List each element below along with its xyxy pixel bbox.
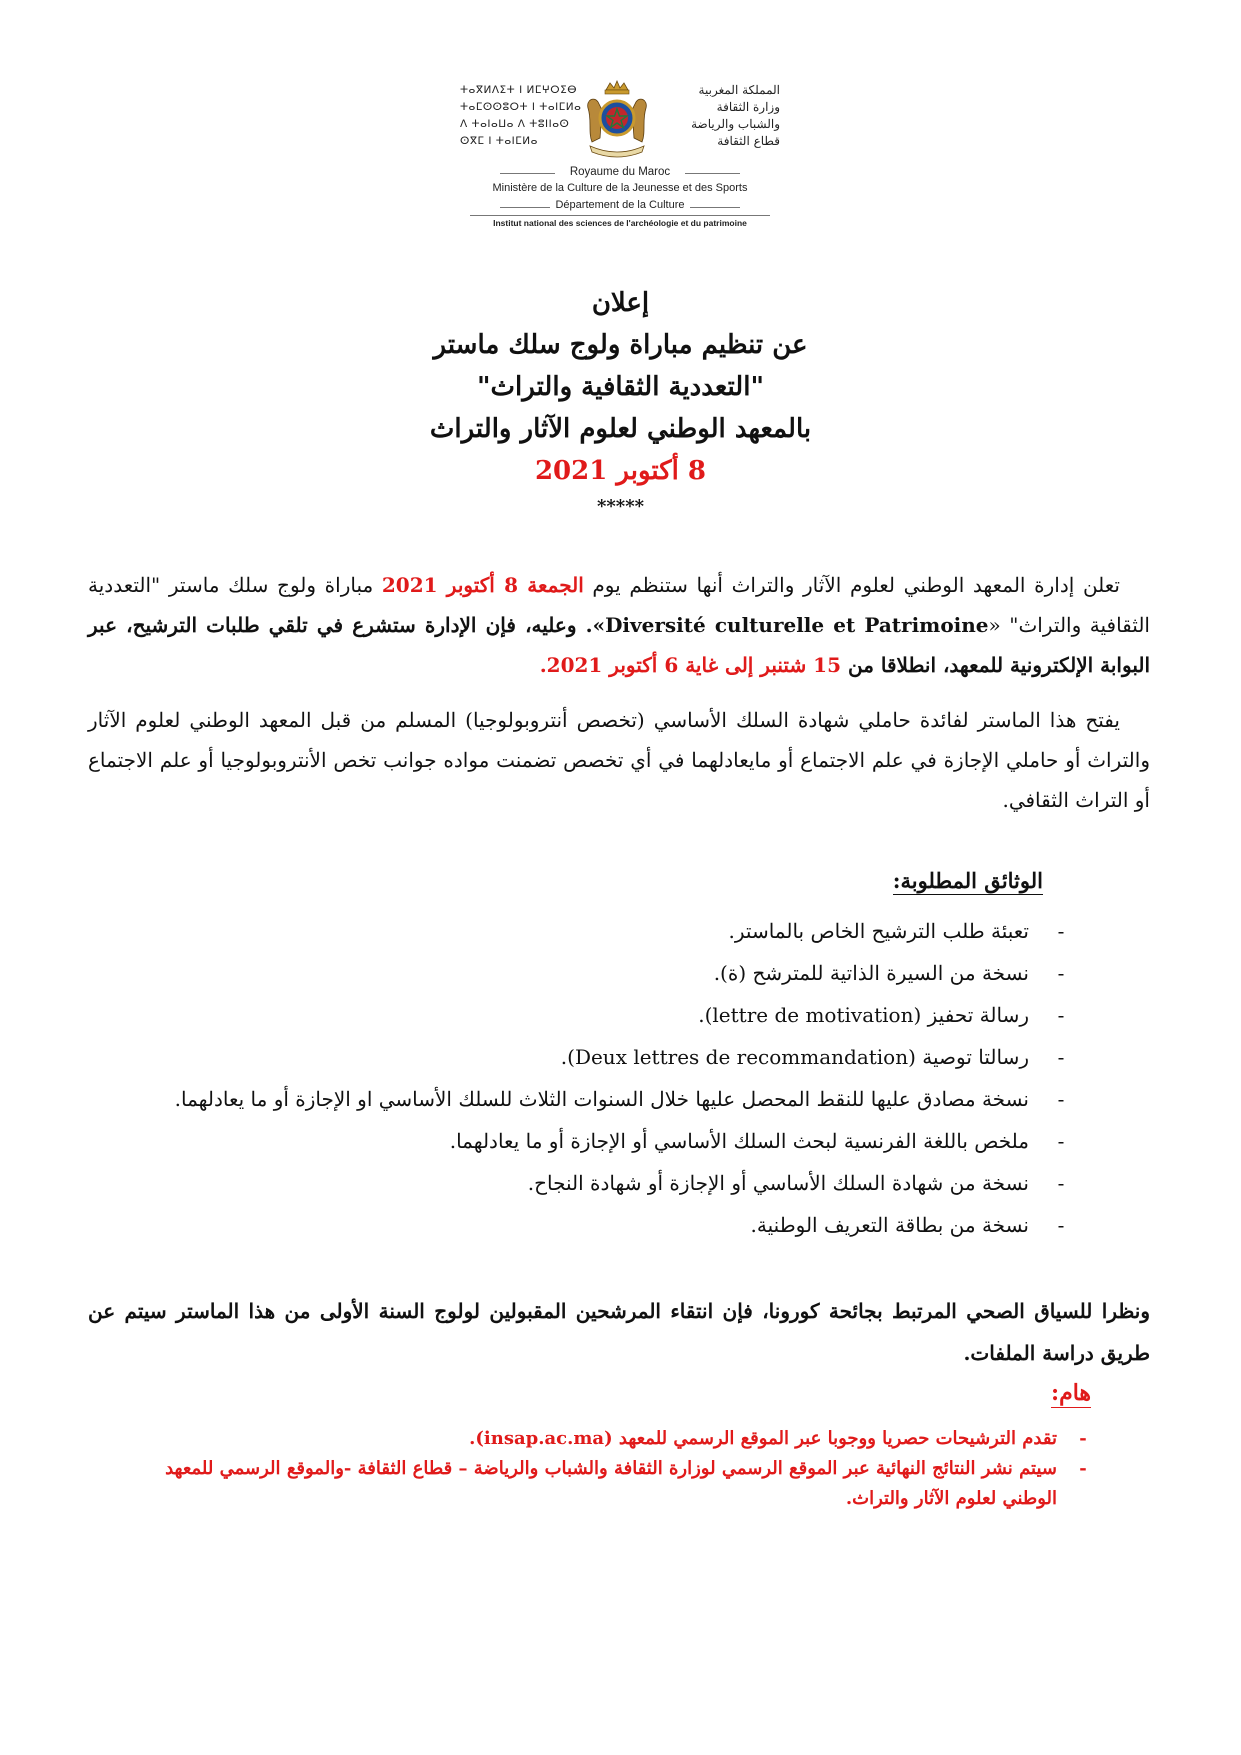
bullet-dash: -	[1057, 1129, 1065, 1153]
intro-text-b: مباراة ولوج سلك ماستر "التعددية الثقافية والتراث" «	[88, 573, 1150, 637]
documents-list	[111, 910, 1071, 1246]
bullet-dash: -	[1057, 1003, 1065, 1027]
tifinagh-ministry-name	[460, 82, 582, 150]
arabic-ministry-line: قطاع الثقافة	[717, 134, 780, 148]
tifinagh-line: ⵜⴰⵎⵙⵙⵓⵔⵜ ⵏ ⵜⴰⵏⵎⵍⴰ	[460, 101, 582, 113]
intro-text-c: ». وعليه، فإن الإدارة ستشرع في تلقي طلبات الترشيح، عبر البوابة الإلكترونية للمعهد، انطلاقا من	[88, 613, 1150, 677]
important-list	[151, 1424, 1091, 1514]
bullet-dash: -	[1057, 1087, 1065, 1111]
announcement-title	[200, 282, 1041, 520]
department-label: Département de la Culture	[555, 199, 685, 211]
arabic-ministry-line: المملكة المغربية	[698, 83, 780, 97]
title-announcement: إعلان	[591, 288, 650, 318]
kingdom-label: Royaume du Maroc	[569, 166, 671, 178]
logo-top-row	[460, 78, 780, 162]
intro-paragraph	[88, 565, 1150, 685]
institution-logo	[460, 78, 780, 238]
list-item: - تعبئة طلب الترشيح الخاص بالماستر.	[111, 910, 1071, 952]
moroccan-coat-of-arms-icon	[582, 80, 652, 160]
tifinagh-line: ⵙⴳⵎ ⵏ ⵜⴰⵏⵎⵍⴰ	[460, 135, 538, 147]
title-institute: بالمعهد الوطني لعلوم الآثار والتراث	[429, 414, 812, 444]
list-item: - رسالتا توصية (Deux lettres de recommandation).	[111, 1036, 1071, 1078]
documents-heading: الوثائق المطلوبة:	[892, 868, 1043, 893]
list-item: - سيتم نشر النتائج النهائية عبر الموقع الرسمي لوزارة الثقافة والشباب والرياضة – قطاع الثقافة -والموقع الرسمي للمعهد الوطني لعلوم الآثار والتراث.	[151, 1454, 1091, 1514]
master-french-name: Diversité culturelle et Patrimoine	[605, 613, 989, 637]
bullet-dash: -	[1057, 1213, 1065, 1237]
institute-label: Institut national des sciences de l'archéologie et du patrimoine	[493, 218, 747, 228]
application-period: 15 شتنبر إلى غاية 6 أكتوبر 2021.	[539, 653, 842, 677]
list-item: - نسخة من شهادة السلك الأساسي أو الإجازة أو شهادة النجاح.	[111, 1162, 1071, 1204]
title-subject: عن تنظيم مباراة ولوج سلك ماستر	[433, 330, 808, 360]
tifinagh-line: ⴷ ⵜⴰⵏⴰⵡⴰ ⴷ ⵜⵓⵏⵏⴰⵙ	[460, 118, 570, 130]
bullet-dash: -	[1057, 1045, 1065, 1069]
list-item: - نسخة مصادق عليها للنقط المحصل عليها خلال السنوات الثلاث للسلك الأساسي او الإجازة أو ما يعادلهما.	[111, 1078, 1071, 1120]
eligibility-paragraph	[88, 700, 1150, 820]
arabic-ministry-line: والشباب والرياضة	[691, 117, 780, 131]
bullet-dash: -	[1079, 1428, 1087, 1449]
bullet-dash: -	[1057, 919, 1065, 943]
list-item: - رسالة تحفيز (lettre de motivation).	[111, 994, 1071, 1036]
bullet-dash: -	[1079, 1458, 1087, 1479]
exam-date: الجمعة 8 أكتوبر 2021	[381, 573, 584, 597]
list-item: - نسخة من السيرة الذاتية للمترشح (ة).	[111, 952, 1071, 994]
important-heading: هام:	[1050, 1380, 1091, 1406]
title-master-name: "التعددية الثقافية والتراث"	[476, 372, 764, 402]
arabic-ministry-name	[670, 82, 780, 150]
bullet-dash: -	[1057, 1171, 1065, 1195]
tifinagh-line: ⵜⴰⴳⵍⴷⵉⵜ ⵏ ⵍⵎⵖⵔⵉⴱ	[460, 84, 578, 96]
title-date: 8 أكتوبر 2021	[534, 456, 707, 486]
list-item: - تقدم الترشيحات حصريا ووجوبا عبر الموقع الرسمي للمعهد (insap.ac.ma).	[151, 1424, 1091, 1454]
bullet-dash: -	[1057, 961, 1065, 985]
corona-notice: ونظرا للسياق الصحي المرتبط بجائحة كورونا، فإن انتقاء المرشحين المقبولين لولوج السنة الأولى من هذا الماستر سيتم عن طريق دراسة الملفات.	[88, 1299, 1150, 1365]
separator-stars: *****	[596, 496, 645, 517]
eligibility-text: يفتح هذا الماستر لفائدة حاملي شهادة السلك الأساسي (تخصص أنتروبولوجيا) المسلم من قبل المعهد الوطني لعلوم الآثار والتراث أو حاملي الإجازة في علم الاجتماع أو مايعادلهما في أي تخصص تضمنت مواده جوانب تخص الأنتروبولوجيا أو علم الاجتماع أو التراث الثقافي.	[88, 708, 1150, 812]
list-item: - ملخص باللغة الفرنسية لبحث السلك الأساسي أو الإجازة أو ما يعادلهما.	[111, 1120, 1071, 1162]
arabic-ministry-line: وزارة الثقافة	[716, 100, 780, 114]
divider	[470, 215, 770, 216]
ministry-label: Ministère de la Culture de la Jeunesse et des Sports	[492, 182, 748, 194]
list-item: - نسخة من بطاقة التعريف الوطنية.	[111, 1204, 1071, 1246]
intro-text-a: تعلن إدارة المعهد الوطني لعلوم الآثار والتراث أنها ستنظم يوم	[583, 573, 1120, 597]
